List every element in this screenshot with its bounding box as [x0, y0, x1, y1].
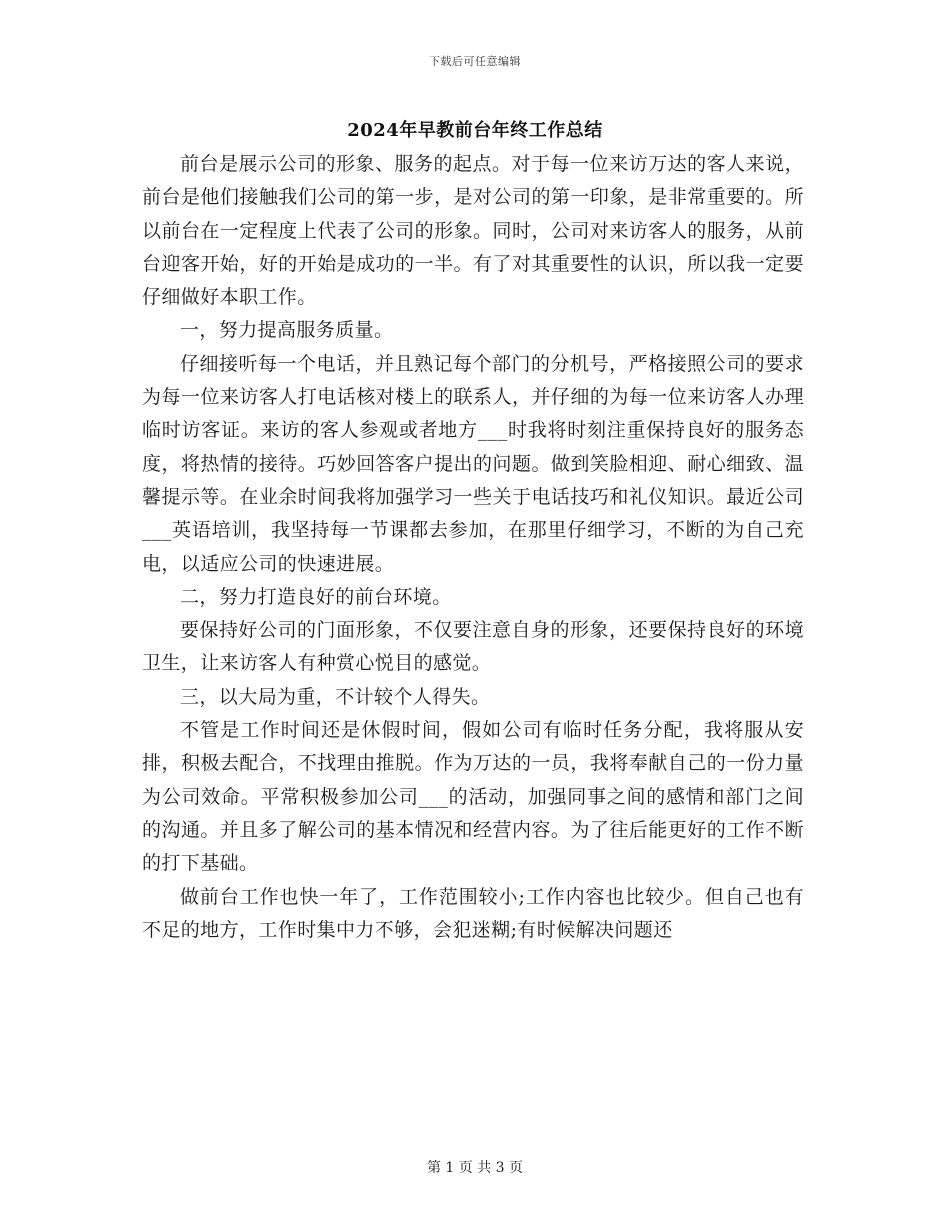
page-header-note: 下载后可任意编辑 [429, 55, 521, 68]
paragraph-environment: 要保持好公司的门面形象，不仅要注意自身的形象，还要保持良好的环境卫生，让来访客人有种赏心悦目的感觉。 [142, 619, 804, 675]
document-title: 2024年早教前台年终工作总结 [347, 120, 603, 141]
page-number: 第 1 页 共 3 页 [426, 1160, 524, 1176]
paragraph-self-review: 做前台工作也快一年了，工作范围较小;工作内容也比较少。但自己也有不足的地方，工作时集中力不够，会犯迷糊;有时候解决问题还 [142, 885, 804, 941]
section-heading-3: 三，以大局为重，不计较个人得失。 [180, 685, 491, 708]
paragraph-teamwork: 不管是工作时间还是休假时间，假如公司有临时任务分配，我将服从安排，积极去配合，不找理由推脱。作为万达的一员，我将奉献自己的一份力量为公司效命。平常积极参加公司___的活动，加强同事之间的感情和部门之间的沟通。并且多了解公司的基本情况和经营内容。为了往后能更好的工作不断的打下基础。 [142, 719, 804, 875]
document-body [142, 148, 804, 947]
paragraph-intro: 前台是展示公司的形象、服务的起点。对于每一位来访万达的客人来说，前台是他们接触我们公司的第一步，是对公司的第一印象，是非常重要的。所以前台在一定程度上代表了公司的形象。同时，公司对来访客人的服务，从前台迎客开始，好的开始是成功的一半。有了对其重要性的认识，所以我一定要仔细做好本职工作。 [142, 153, 804, 309]
section-heading-1: 一，努力提高服务质量。 [180, 319, 394, 342]
section-heading-2: 二，努力打造良好的前台环境。 [180, 585, 452, 608]
paragraph-service: 仔细接听每一个电话，并且熟记每个部门的分机号，严格接照公司的要求为每一位来访客人打电话核对楼上的联系人，并仔细的为每一位来访客人办理临时访客证。来访的客人参观或者地方___时我将时刻注重保持良好的服务态度，将热情的接待。巧妙回答客户提出的问题。做到笑脸相迎、耐心细致、温馨提示等。在业余时间我将加强学习一些关于电话技巧和礼仪知识。最近公司___英语培训，我坚持每一节课都去参加，在那里仔细学习，不断的为自己充电，以适应公司的快速进展。 [142, 352, 804, 575]
